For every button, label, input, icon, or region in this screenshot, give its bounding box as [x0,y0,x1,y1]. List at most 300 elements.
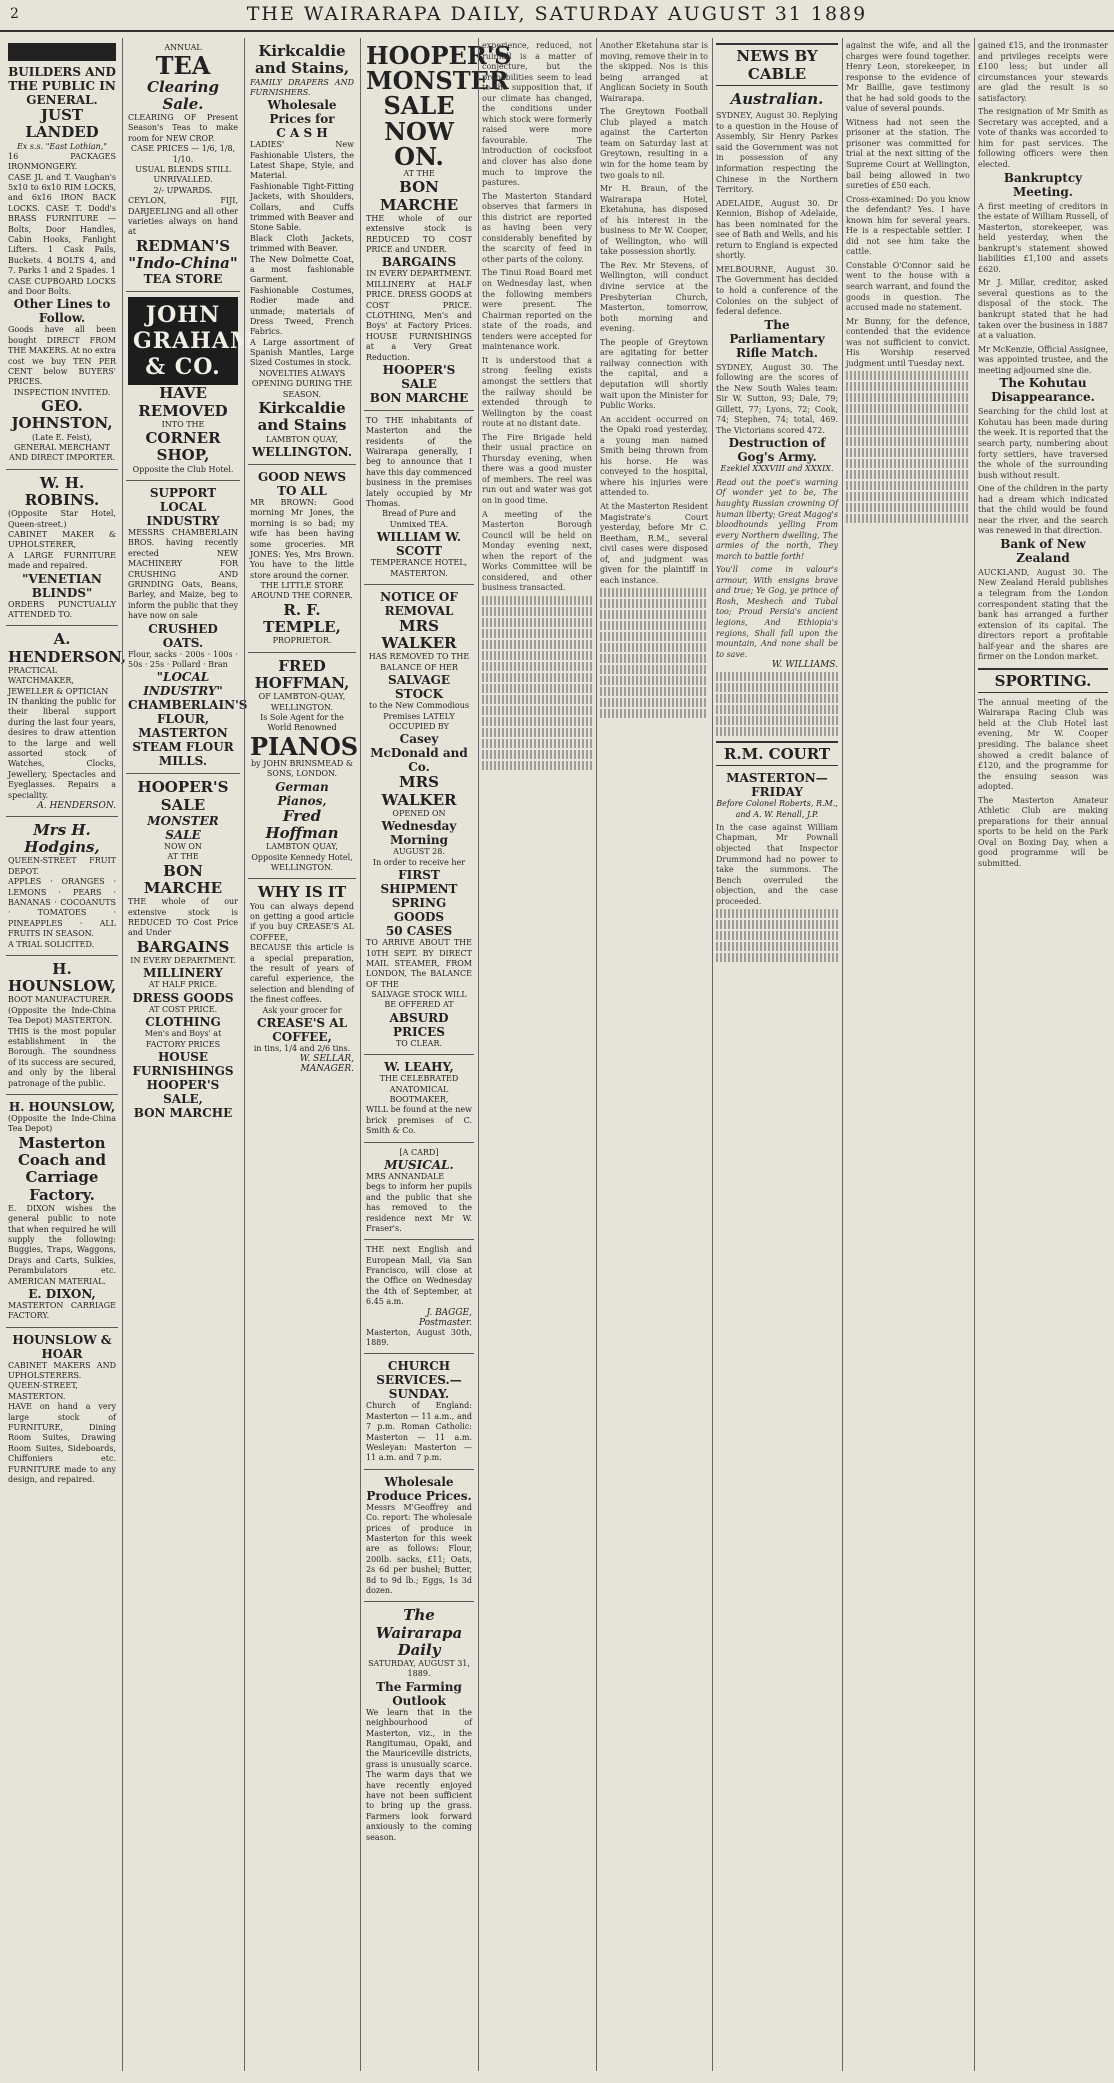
ad-scott [364,411,474,585]
kirk-sub: FAMILY DRAPERS AND FURNISHERS. [250,77,354,97]
parl-title: The Parliamentary Rifle Match. [729,317,825,360]
walker-ship: FIRST SHIPMENT [380,868,458,897]
jg-shop: CORNER SHOP, [145,429,221,465]
why-title: WHY IS IT [257,883,347,902]
text-line [846,437,970,446]
ad-hodgins-items: APPLES · ORANGES · LEMONS · PEARS · BANANAS · COCOANUTS · TOMATOES · PINEAPPLES · ALL FRUITS IN SEASON. [8,877,116,939]
text-line [846,415,970,424]
news-store: THE LITTLE STORE AROUND THE CORNER. [251,581,353,601]
column-9 [978,38,1108,2071]
paper-title: The Wairarapa Daily [375,1606,463,1659]
column-rule [974,38,975,2071]
ad-hounslow-hoar [6,1328,118,1491]
hoop2-name: HOOPER'S SALE [137,778,229,814]
news-paragraph: Mr Bunny, for the defence, contended that the evidence was not sufficient to convict. His Worship reserved judgment until Tuesday next. [846,316,970,368]
kirk-ladies: LADIES' New Fashionable Ulsters, the Latest Shape, Style, and Material. [250,140,354,181]
walker-stock: SALVAGE STOCK [387,673,451,702]
kirk-cash: C A S H [276,126,328,141]
news-paragraph: An accident occurred on the Opaki road yesterday, a young man named Smith being thrown from his horse. He was conveyed to the hospital, where his injuries were attended to. [600,414,708,498]
why-price: in tins, 1/4 and 2/6 tins. [253,1043,351,1053]
text-line [600,621,708,630]
ad-hounslow-name: H. HOUNSLOW, [8,959,117,996]
ad-local-industry [126,481,248,774]
news-paragraph: experience, reduced, not ruinfall is a matter of conjecture, but the probabilities seem to lead to the supposition that, if our climate has changed, the conditions under which stock were formerly raised were more favourable. The introduction of cocksfoot and clover has also done much to improve the pastures. [482,41,592,188]
ad-good-news [248,465,356,653]
paper-date: SATURDAY, AUGUST 31, 1889. [368,1659,470,1679]
produce-text: Messrs M'Geoffrey and Co. report: The wholesale prices of produce in Masterton for this week are as follows: Flour, 200lb. sacks, £11; Oats, 2s 6d per bushel; Butter, 8d to 9d lb.; Eggs, 1s 3d dozen. [366,1502,472,1595]
hoop2-now: NOW ON [164,841,202,851]
text-line [482,761,592,770]
sli-text: MESSRS CHAMBERLAIN BROS. having recently erected NEW MACHINERY FOR CRUSHING AND GRINDING Oats, Beans, Barley, and Maize, beg to inform the public that they have now on sale [128,528,238,621]
sport-text: The annual meeting of the Wairarapa Racing Club was held at the Club Hotel last evening, Mr W. Cooper presiding. The balance sheet showed a credit balance of £120, and the programme for the ensuing season was adopted. [978,697,1108,792]
hoop-items: MILLINERY at HALF PRICE. DRESS GOODS at COST PRICE. CLOTHING, Men's and Boys' at Factory Prices. HOUSE FURNISHINGS at a Very Great Reduction. [366,279,472,362]
why-answer: BECAUSE this article is a special preparation, the result of years of careful experience, the selection and blending of the finest coffees. [250,943,354,1005]
hoop2-text: THE whole of our extensive stock is REDUCED TO Cost Price and Under [128,897,238,938]
ad-robins-role: CABINET MAKER & UPHOLSTERER, [8,530,116,550]
text-line [846,481,970,490]
text-line [716,953,838,962]
news-paragraph: Cross-examined: Do you know the defendant? Yes. I have known him for several years. He is a respectable settler. I did not see him take the cattle. [846,194,970,257]
tea-shop: REDMAN'S [135,236,231,255]
card-title: [A CARD] [399,1147,439,1157]
poem-text-2: You'll come in valour's armour, With ensigns brave and true; Ye Gog, ye prince of Rosh, Meshech and Tubal too; Proud Persia's ancient legions, And Ethiopia's regions, Shall fall upon the mountain, And none shall be to save. [716,565,838,659]
ad-johnston-firm: (Late E. Feist), [31,432,92,442]
text-line [482,629,592,638]
hoop2-sale2: HOOPER'S SALE, [146,1077,220,1106]
ships-text: THE next English and European Mail, via San Francisco, will close at the Office on Wednesday the 4th of September, at 6.45 a.m. [366,1245,472,1307]
ad-dixon-text: E. DIXON wishes the general public to note that when required he will supply the following: Buggies, Traps, Waggons, Drays and Carts, Sulkies, Perambulators etc. AMERICAN MATERIAL. [8,1203,116,1286]
why-sig: W. SELLAR, MANAGER. [299,1054,354,1075]
text-line [716,672,838,681]
ships-date: Masterton, August 30th, 1889. [366,1327,472,1348]
ad-hooper-big [364,38,512,411]
hoop2-bon2: BON MARCHE [133,1105,233,1120]
walker-name: MRS WALKER [381,616,457,653]
scott-bread: Bread of Pure and Unmixed TEA. [382,509,456,529]
bank-head: Bankruptcy Meeting. [1003,170,1083,199]
cable-sub: Australian. [730,90,824,108]
news-paragraph: The Greytown Football Club played a match against the Carterton team on Saturday last at Greytown, resulting in a win for the home team by two goals to nil. [600,107,708,180]
text-line [716,694,838,703]
text-line [600,610,708,619]
ad-johnston-role: GENERAL MERCHANT AND DIRECT IMPORTER. [8,442,116,463]
nzbank-title: Bank of New Zealand [1000,536,1086,565]
jg-opp: Opposite the Club Hotel. [132,464,234,474]
hoop-sale2: HOOPER'S SALE [382,362,456,391]
tea-upwards: 2/- UPWARDS. [153,185,213,195]
text-line [600,687,708,696]
text-line [846,426,970,435]
kirk-city: WELLINGTON. [251,444,353,459]
ad-hounslow-text: THIS is the most popular establishment in the Borough. The soundness of its success are secured, and only by the liberal patronage of the public. [8,1026,116,1088]
ad-leahy [364,1055,474,1142]
text-line [482,739,592,748]
hoop2-store: BON MARCHE [143,861,223,897]
ad-hodgins-role: QUEEN-STREET FRUIT DEPOT. [8,856,116,876]
kirk-name2: Kirkcaldie and Stains [257,399,347,435]
card-sub: MUSICAL. [384,1157,454,1172]
ad-dark-header-bar [8,43,116,61]
tea-title: TEA [155,51,211,81]
text-line [482,618,592,627]
text-line [600,698,708,707]
fred-pianos: PIANOS [250,731,359,761]
text-line [846,514,970,523]
hoop2-cloth: CLOTHING [145,1015,221,1030]
tea-sale: Clearing Sale. [147,77,219,113]
ad-henderson-name: A. HENDERSON, [8,630,127,666]
news-paragraph: The people of Greytown are agitating for better railway connection with the capital, and a deputation will shortly wait upon the Minister for Public Works. [600,337,708,411]
text-line [846,393,970,402]
card-text: begs to inform her pupils and the public that she has removed to the residence next Mr W. Fraser's. [366,1182,472,1233]
column-5 [482,38,592,2071]
tea-desc: CEYLON, FIJI, DARJEELING and all other varieties always on hand at [128,196,238,237]
why-ask: Ask your grocer for [262,1005,342,1015]
ad-walker [364,585,474,1055]
hoop-bon: BON MARCHE [379,178,459,214]
leahy-role: THE CELEBRATED ANATOMICAL BOOTMAKER, [379,1074,459,1105]
text-line [600,632,708,641]
parl-text: SYDNEY, August 30. The following are the scores of the New South Wales team: Sir W. Sutton, 93; Dale, 79; Gillett, 77; Lyons, 72; Cook, 74; Stephen, 74; total, 469. The Victorians scored 472. [716,362,838,435]
court-before: Before Colonel Roberts, R.M., and A. W. Renall, J.P. [716,799,838,819]
destr-sub: Ezekiel XXXVIII and XXXIX. [720,464,834,474]
tea-prices: CASE PRICES — 1/6, 1/8, 1/10. [130,144,236,164]
leahy-text: WILL be found at the new brick premises of C. Smith & Co. [366,1105,472,1136]
text-line [482,717,592,726]
poem-sig: W. WILLIAMS. [771,660,838,671]
kirk-prices: Wholesale Prices for [267,98,337,127]
jg-into: INTO THE [161,419,205,429]
ships-name: J. BAGGE, [426,1307,472,1318]
ships-role: Postmaster. [419,1317,472,1328]
ad-robins-text: A LARGE FURNITURE made and repaired. [8,550,116,571]
text-line [716,920,838,929]
sli-head: SUPPORT LOCAL INDUSTRY [146,486,220,529]
news-title: GOOD NEWS TO ALL [258,469,346,498]
text-line [846,382,970,391]
text-line [600,676,708,685]
hoop2-bargains: BARGAINS [136,937,230,956]
poem-text: Read out the poet's warning Of wonder yet to be, The haughty Russian crowning Of human liberty; Great Magog's bloodhounds yelling From every Northern dwelling, The armies of the north, They march to battle forth! [716,477,838,561]
ad-dixon-loc: MASTERTON CARRIAGE FACTORY. [8,1300,116,1321]
walker-clear: TO CLEAR. [395,1038,443,1048]
text-line [846,404,970,413]
kirk-jackets: Fashionable Tight-Fitting Jackets, with Shoulders, Collars, and Cuffs trimmed with Beaver and Stone Sable. [250,181,354,233]
court-sub: MASTERTON—FRIDAY [726,771,828,800]
ad-dixon-name: E. DIXON, [28,1286,96,1301]
ad-johnston-items: CASE JL and T. Vaughan's 5x10 to 6x10 RIM LOCKS, and 6x16 IRON BACK LOCKS. CASE T. Dodd's BRASS FURNITURE — Bolts, Door Handles, Cabin Hooks, Fanlight Lifters. 1 Cask Pails, Buckets. 4 BOLTS 4, and 7. Parks 1 and 2 Spades. 1 CASE CUPBOARD LOCKS and Door Bolts. [8,172,116,296]
text-line [482,607,592,616]
fred-loc: OF LAMBTON-QUAY, WELLINGTON. [258,692,346,712]
ad-johnston-ship: Ex s.s. "East Lothian," [16,141,108,151]
church-services [364,1354,474,1469]
scott-name: WILLIAM W. SCOTT [376,530,462,559]
text-line [716,683,838,692]
ad-robins-blinds-sub: ORDERS PUNCTUALLY ATTENDED TO. [8,599,116,619]
column-rule [596,38,597,2071]
text-line [482,640,592,649]
jg-name: JOHN GRAHAM & CO. [128,297,238,385]
bank-text-2: Mr J. Millar, creditor, asked several questions as to the disposal of the stock. The bankrupt stated that he had taken over the business in 1887 at a valuation. [978,278,1108,341]
walker-order: In order to receive her [372,857,466,867]
news-name: R. F. TEMPLE, [263,600,341,637]
text-line [846,459,970,468]
ad-mail-notice [364,1240,474,1354]
ad-johnston-inspect: INSPECTION INVITED. [13,387,111,397]
text-line [846,448,970,457]
hoop-now: NOW ON. [384,116,454,171]
hoop-title: HOOPER'S [366,41,512,70]
church-title: CHURCH SERVICES.—SUNDAY. [376,1359,462,1402]
sli-name: CHAMBERLAIN'S FLOUR, [128,698,248,727]
walker-prices: ABSURD PRICES [389,1010,449,1039]
news-paragraph: The Rev. Mr Stevens, of Wellington, will conduct divine service at the Presbyterian Church, Masterton, tomorrow, both morning and evening. [600,260,708,334]
sli-mill: MASTERTON STEAM FLOUR MILLS. [132,726,234,769]
page-number: 2 [10,6,19,22]
news-paragraph: gained £15, and the ironmaster and privileges receipts were £100 less; but under all circumstances your stewards are glad the result is so satisfactory. [978,41,1108,103]
sport-title: SPORTING. [978,668,1108,693]
text-line [716,909,838,918]
ad-hodgins-trial: A TRIAL SOLICITED. [8,939,95,949]
sli-local: "LOCAL INDUSTRY" [143,670,223,699]
text-line [600,665,708,674]
text-line [600,643,708,652]
walker-name2: MRS WALKER [381,773,457,809]
scott-text: TO THE inhabitants of Masterton and the residents of the Wairarapa generally, I beg to announce that I have this day commenced business in the premises lately occupied by Mr Thomas. [366,415,472,509]
farm-title: The Farming Outlook [376,1679,462,1708]
text-line [716,942,838,951]
hoop2-mill: MILLINERY [143,966,223,981]
kirk-dress: The New Dolmette Coat, a most fashionable Garment. [250,254,354,285]
text-line [482,684,592,693]
ad-hounslow-loc: (Opposite the Inde-China Tea Depot) MASTERTON. [8,1005,116,1026]
text-line [716,931,838,940]
ad-robins-blinds: "VENETIAN BLINDS" [22,571,102,600]
kirk-plush: Black Cloth Jackets, trimmed with Beaver. [250,233,354,254]
fred-makers: by JOHN BRINSMEAD & SONS, LONDON. [251,758,353,779]
text-line [600,709,708,718]
court-title: R.M. COURT [716,741,838,766]
tea-store: TEA STORE [143,272,223,287]
ad-hh-role: CABINET MAKERS AND UPHOLSTERERS. [8,1360,116,1381]
ad-johnston-other: Other Lines to Follow. [13,297,111,326]
ad-johnston-name: GEO. JOHNSTON, [11,397,113,433]
jg-moved: HAVE REMOVED [138,384,228,420]
ad-johnston-direct: Goods have all been bought DIRECT FROM THE MAKERS. At no extra cost we buy TEN PER CENT below BUYERS' PRICES. [8,325,116,387]
column-rule [712,38,713,2071]
nzbank-text: AUCKLAND, August 30. The New Zealand Herald publishes a telegram from the London correspondent stating that the bank has arranged a further extension of its capital. The directors report a profitable half-year and the shares are firmer on the London market. [978,567,1108,662]
fred-german: German Pianos, [275,779,329,808]
walker-firm: Casey McDonald and Co. [370,732,468,775]
column-7 [716,38,838,2071]
text-line [482,695,592,704]
cable-text-3: MELBOURNE, August 30. The Government has decided to hold a conference of the Colonies on the subject of federal defence. [716,264,838,317]
text-line [716,727,838,736]
text-line [846,470,970,479]
hoop-monster: MONSTER [366,66,509,96]
leahy-name: W. LEAHY, [384,1060,454,1075]
column-3 [248,38,359,2071]
kirk-loc: LAMBTON QUAY, [266,434,338,444]
text-line [716,705,838,714]
notice-title: NOTICE OF REMOVAL [380,589,458,618]
news-paragraph: It is understood that a strong feeling exists amongst the settlers that the railway should be extended through to Wellington by the coast route at no distant date. [482,355,592,429]
ad-annandale [364,1143,474,1241]
text-line [716,716,838,725]
hoop2-at: AT THE [167,852,199,862]
fred-name: FRED HOFFMAN, [254,656,350,692]
text-line [846,503,970,512]
hoop-bon2: BON MARCHE [369,390,469,405]
ad-john-graham [126,292,256,481]
church-text: Church of England: Masterton — 11 a.m., and 7 p.m. Roman Catholic: Masterton — 11 a.m. Wesleyan: Masterton — 11 a.m. and 7 p.m. [366,1401,472,1463]
news-paragraph: At the Masterton Resident Magistrate's Court yesterday, before Mr C. Beetham, R.M., several civil cases were disposed of, and judgment was given for the plaintiff in each instance. [600,501,708,585]
destr-title: Destruction of Gog's Army. [728,436,826,465]
card-name: MRS ANNANDALE [366,1171,445,1181]
kirk-mantles: A Large assortment of Spanish Mantles, Large Sized Costumes in stock. [250,337,354,368]
walker-text: HAS REMOVED TO THE BALANCE OF HER [368,652,470,672]
hoop-bargains: BARGAINS [381,255,457,270]
hoop2-monster: MONSTER SALE [147,813,219,842]
ad-dixon-hounslow: H. HOUNSLOW, [8,1100,116,1114]
kirk-novelties: NOVELTIES ALWAYS OPENING DURING THE SEASON. [251,368,353,399]
hoop-dept: IN EVERY DEPARTMENT. [366,269,472,279]
ad-henderson-role: PRACTICAL WATCHMAKER, JEWELLER & OPTICIAN [8,665,109,696]
ad-henderson-text: IN thanking the public for their liberal support during the last four years, desires to draw attention to the large and well assorted stock of Watches, Clocks, Jewellery, Spectacles and Eyeglasses. Repairs a speciality. [8,697,116,800]
fred-text: Is Sole Agent for the World Renowned [260,713,344,733]
ad-kirkcaldie [248,38,356,465]
tea-text: CLEARING OF Present Season's Teas to make room for NEW CROP. [128,113,238,143]
sil-text-2: One of the children in the party had a dream which indicated that the child would be found near the river, and the search was renewed in that direction. [978,484,1108,536]
fred-name2: Fred Hoffman [265,806,339,843]
text-line [600,654,708,663]
news-paragraph: Constable O'Connor said he went to the house with a search warrant, and found the goods in question. The accused made no statement. [846,260,970,313]
column-rule [122,38,123,2071]
ad-fred-hoffman [248,653,359,880]
news-paragraph: Witness had not seen the prisoner at the station. The prisoner was committed for trial at the next sitting of the Supreme Court at Wellington, bail being allowed in two sureties of £50 each. [846,117,970,191]
column-1 [6,38,127,2071]
scott-role: TEMPERANCE HOTEL, MASTERTON. [370,558,468,578]
walker-salvage: SALVAGE STOCK WILL BE OFFERED AT [371,990,467,1010]
ad-johnston [6,38,118,470]
walker-premises: to the New Commodious Premises LATELY OCCUPIED BY [368,701,470,732]
sli-flour: Flour, sacks · 200s · 100s · 50s · 25s · Pollard · Bran [128,649,238,669]
sport-text-2: The Masterton Amateur Athletic Club are making preparations for their annual sports to be held on the Park Oval on Boxing Day, when a good programme will be submitted. [978,795,1108,868]
news-paragraph: The Tinui Road Board met on Wednesday last, when the following members were present. The Chairman reported on the state of the roads, and tenders were accepted for maintenance work. [482,268,592,352]
produce-title: Wholesale Produce Prices. [366,1474,472,1503]
hoop2-half: AT HALF PRICE. [148,980,218,990]
text-line [482,651,592,660]
hoop2-furn: HOUSE FURNISHINGS [132,1049,234,1078]
hoop2-dress: DRESS GOODS [132,990,234,1005]
column-rule [842,38,843,2071]
column-rule [478,38,479,2071]
text-line [846,371,970,380]
editorial [364,1602,474,1848]
walker-goods: SPRING GOODS [391,896,447,925]
tea-brand: "Indo-China" [128,254,238,273]
kirk-costumes: Fashionable Costumes, Rodier made and unmade; materials of Dress Tweed, French Fabrics. [250,285,354,337]
column-2 [126,38,256,2071]
ad-hooper-small [126,774,240,1125]
newspaper-title: THE WAIRARAPA DAILY, SATURDAY AUGUST 31 1889 [246,3,868,25]
ad-dixon-hounslow-loc: (Opposite the Inde-China Tea Depot) [8,1114,116,1134]
ad-henderson-sig: A. HENDERSON. [37,800,116,811]
ad-hh-title: HOUNSLOW & HOAR [12,1332,112,1361]
walker-pct: 50 CASES [385,924,453,939]
sil-text: Searching for the child lost at Kohutau has been made during the week. It is reported that the search party, numbering about forty settlers, have traversed the whole of the surrounding bush without result. [978,407,1108,480]
hoop2-cost: AT COST PRICE. [148,1004,218,1014]
fred-loc2: LAMBTON QUAY, Opposite Kennedy Hotel, WELLINGTON. [251,842,353,873]
ad-johnston-sub: JUST LANDED [25,106,99,142]
ad-hh-text: HAVE on hand a very large stock of FURNITURE, Dining Room Suites, Drawing Room Suites, Sideboards, Chiffoniers etc. FURNITURE made to any design, and repaired. [8,1402,116,1484]
ad-johnston-cases: 16 PACKAGES IRONMONGERY. [8,151,116,172]
ad-dixon-coach [6,1095,118,1328]
ad-robins-sub: (Opposite Star Hotel, Queen-street.) [8,509,116,529]
hoop2-boys: Men's and Boys' at FACTORY PRICES [144,1029,222,1049]
ad-hounslow-boots [6,956,118,1095]
ad-redman-tea [126,38,240,292]
text-line [482,706,592,715]
kirk-title: Kirkcaldie and Stains, [254,42,350,78]
news-paragraph: The Fire Brigade held their usual practice on Thursday evening, when there was a good muster of members. The reel was run out and water was got on in good time. [482,432,592,505]
column-6 [600,38,708,2071]
ad-hh-loc: QUEEN-STREET, MASTERTON. [8,1381,78,1401]
news-paragraph: The resignation of Mr Smith as Secretary was accepted, and a vote of thanks was accorded to him for past services. The following officers were then elected. [978,107,1108,170]
news-text: MR BROWN: Good morning Mr Jones, the morning is so bad; my wife has been having some groceries. MR JONES: Yes, Mrs Brown. You have to the little store around the corner. [250,497,354,580]
hoop-sale: SALE [383,91,455,121]
text-line [482,596,592,605]
tea-annual: ANNUAL [164,43,202,52]
news-paragraph: Another Eketahuna star is moving, remove their in to the skipped. Nos is this being arranged at Anglican Society in South Wairarapa. [600,41,708,103]
ad-johnston-head: BUILDERS AND THE PUBLIC IN GENERAL. [8,65,116,107]
sil-title: The Kohutau Disappearance. [991,376,1095,405]
news-paragraph: The Masterton Standard observes that farmers in this district are reported as having been very considerably benefited by the scarcity of feed in other parts of the colony. [482,191,592,264]
news-paragraph: Mr H. Braun, of the Wairarapa Hotel, Eketahuna, has disposed of his interest in the business to Mr W. Cooper, of Wellington, who will take possession shortly. [600,184,708,257]
cable-text: SYDNEY, August 30. Replying to a question in the House of Assembly, Sir Henry Parkes said the Government was not in possession of any information respecting the Chinese in the Northern Territory. [716,111,838,195]
tea-usual: USUAL BLENDS STILL UNRIVALLED. [135,165,231,185]
walker-day: Wednesday Morning [381,819,457,848]
court-text: In the case against William Chapman, Mr Pownall objected that Inspector Drummond had no power to take the summons. The Bench overruled the objection, and the case proceeded. [716,822,838,906]
farm-text: We learn that in the neighbourhood of Masterton, viz., in the Rangitumau, Opaki, and the Mauriceville districts, grass is unusually scarce. The warm days that we have recently enjoyed have not been sufficient to bring up the grass. Farmers look forward anxiously to the coming season. [366,1707,472,1842]
why-name: CREASE'S AL COFFEE, [256,1015,348,1044]
column-rule [360,38,361,2071]
hoop-text: THE whole of our extensive stock is REDUCED TO COST PRICE and UNDER. [366,213,472,254]
ad-dixon-title: Masterton Coach and Carriage Factory. [17,1133,107,1204]
column-4 [364,38,512,2071]
text-line [482,662,592,671]
walker-ship2: TO ARRIVE ABOUT THE 10TH SEPT. BY DIRECT MAIL STEAMER, FROM LONDON, The BALANCE OF THE [366,938,472,989]
bank-text-3: Mr McKenzie, Official Assignee, was appointed trustee, and the meeting adjourned sine die. [978,344,1109,375]
masthead [0,0,1114,32]
column-8 [846,38,970,2071]
text-line [482,750,592,759]
ad-robins [6,470,118,627]
bank-text: A first meeting of creditors in the estate of William Russell, of Masterton, storekeeper, was held yesterday, when the bankrupt's statement showed liabilities £1,100 and assets £620. [978,201,1108,274]
why-text: You can always depend on getting a good article if you buy CREASE'S AL COFFEE, [250,901,354,942]
text-line [600,588,708,597]
ad-crease-coffee [248,879,356,1079]
text-line [846,492,970,501]
text-line [600,599,708,608]
ad-hodgins-name: Mrs H. Hodgins, [24,820,100,857]
sli-sub: CRUSHED OATS. [148,621,218,650]
hoop2-dept: IN EVERY DEPARTMENT. [130,955,236,965]
cable-text-2: ADELAIDE, August 30. Dr Kennion, Bishop of Adelaide, has been nominated for the see of Bath and Wells, and his return to England is expected shortly. [716,198,838,261]
column-rule [244,38,245,2071]
ad-hodgins [6,817,118,956]
walker-date: AUGUST 28. [393,847,445,857]
